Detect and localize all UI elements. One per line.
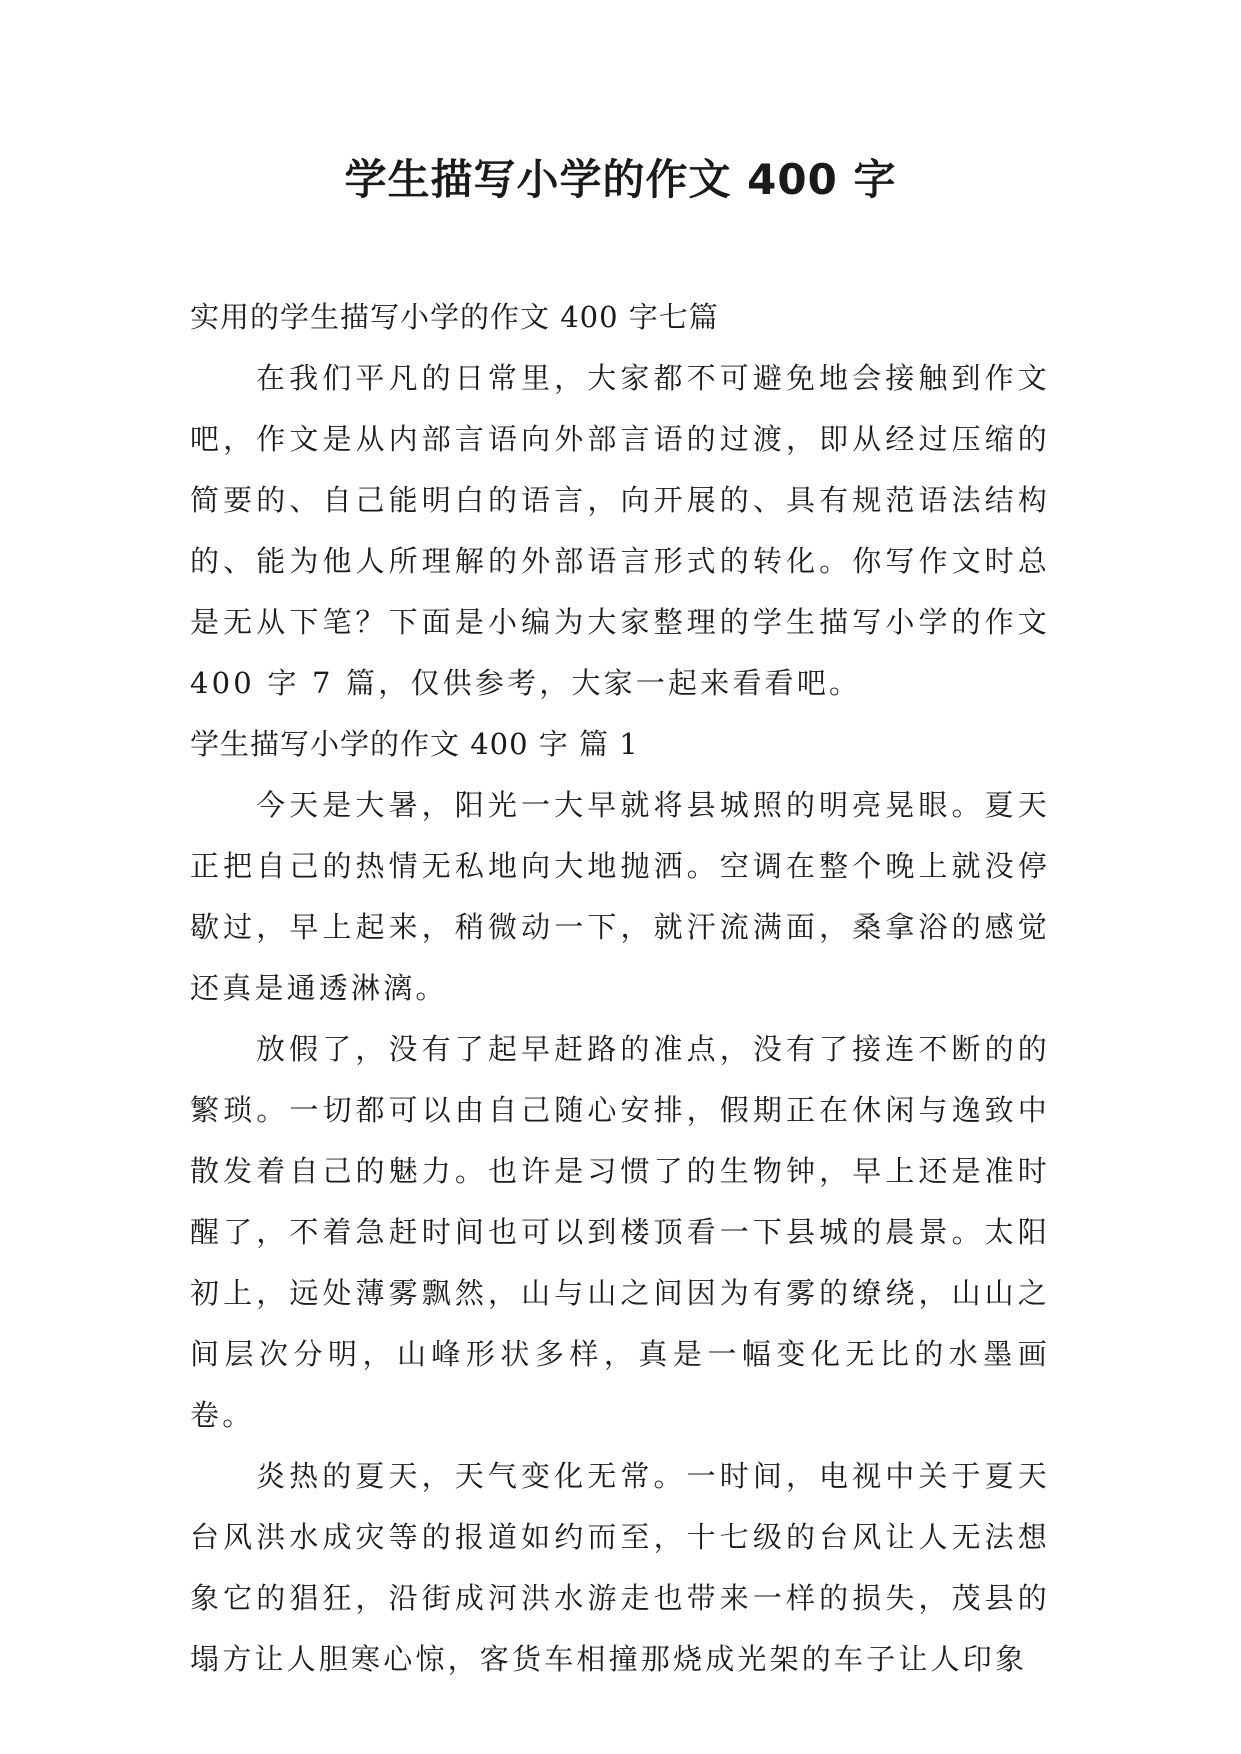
document-body [190, 287, 1050, 1690]
document-title: 学生描写小学的作文 400 字 [344, 155, 897, 204]
section-heading: 学生描写小学的作文 400 字 篇 1 [190, 727, 639, 761]
body-paragraph: 炎热的夏天，天气变化无常。一时间，电视中关于夏天台风洪水成灾等的报道如约而至，十七级的台风让人无法想象它的猖狂，沿街成河洪水游走也带来一样的损失，茂县的塌方让人胆寒心惊，客货车相撞那烧成光架的车子让人印象 [190, 1459, 1050, 1676]
subtitle-heading: 实用的学生描写小学的作文 400 字七篇 [190, 300, 719, 334]
intro-paragraph: 在我们平凡的日常里，大家都不可避免地会接触到作文吧，作文是从内部言语向外部言语的过渡，即从经过压缩的简要的、自己能明白的语言，向开展的、具有规范语法结构的、能为他人所理解的外部语言形式的转化。你写作文时总是无从下笔？下面是小编为大家整理的学生描写小学的作文 400 字 7 篇，仅供参考，大家一起来看看吧。 [190, 361, 1050, 700]
body-paragraph: 放假了，没有了起早赶路的准点，没有了接连不断的的繁琐。一切都可以由自己随心安排，假期正在休闲与逸致中散发着自己的魅力。也许是习惯了的生物钟，早上还是准时醒了，不着急赶时间也可以到楼顶看一下县城的晨景。太阳初上，远处薄雾飘然，山与山之间因为有雾的缭绕，山山之间层次分明，山峰形状多样，真是一幅变化无比的水墨画卷。 [190, 1032, 1050, 1432]
body-paragraph: 今天是大暑，阳光一大早就将县城照的明亮晃眼。夏天正把自己的热情无私地向大地抛洒。空调在整个晚上就没停歇过，早上起来，稍微动一下，就汗流满面，桑拿浴的感觉还真是通透淋漓。 [190, 788, 1050, 1005]
